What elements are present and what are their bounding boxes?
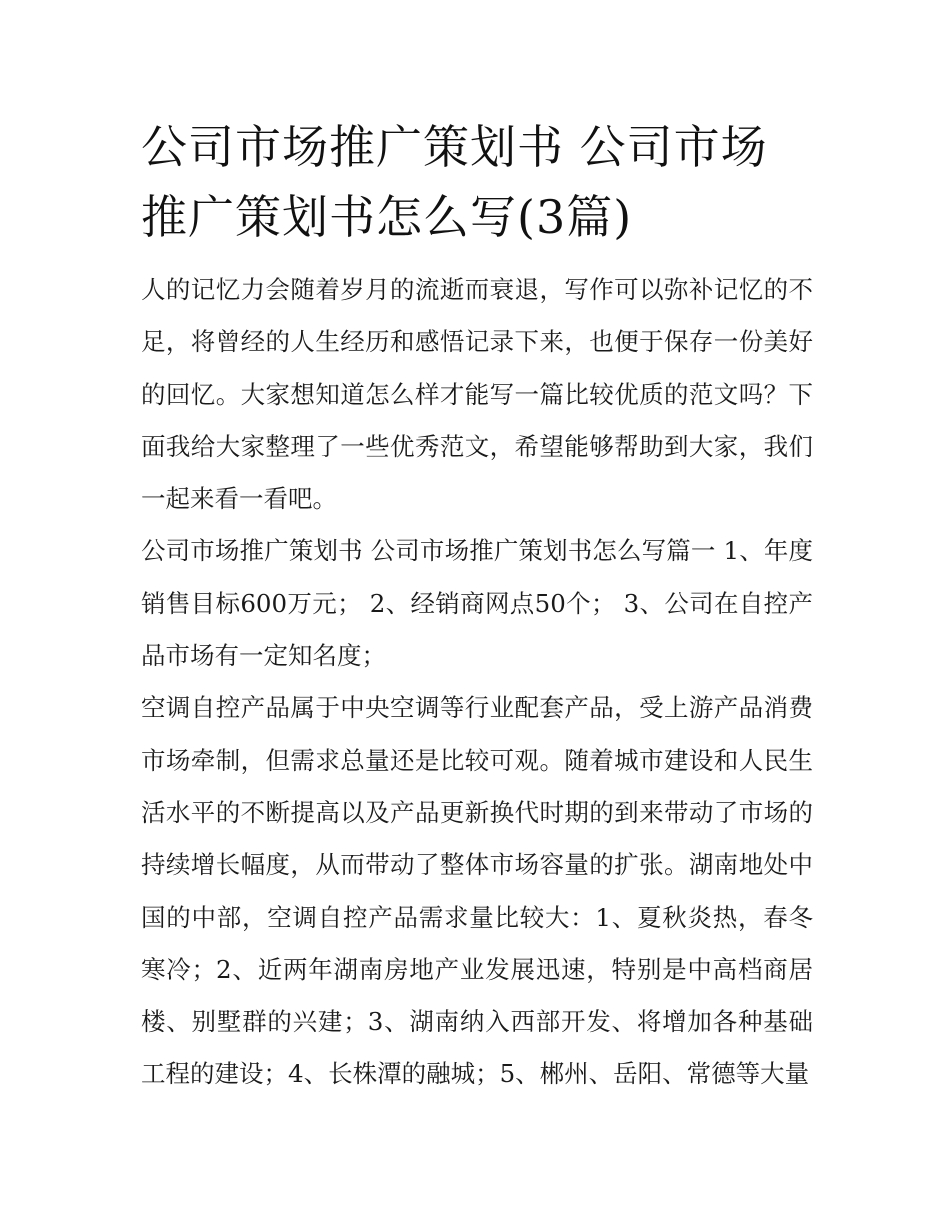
document-body — [141, 112, 813, 1101]
document-title: 公司市场推广策划书 公司市场推广策划书怎么写(3篇) — [141, 120, 768, 244]
market-analysis-paragraph: 空调自控产品属于中央空调等行业配套产品，受上游产品消费市场牵制，但需求总量还是比较可观。随着城市建设和人民生活水平的不断提高以及产品更新换代时期的到来带动了市场的持续增长幅度，从而带动了整体市场容量的扩张。湖南地处中国的中部，空调自控产品需求量比较大：1、夏秋炎热，春冬寒冷；2、近两年湖南房地产业发展迅速，特别是中高档商居楼、别墅群的兴建；3、湖南纳入西部开发、将增加各种基础工程的建设；4、长株潭的融城；5、郴州、岳阳、常德等大量 — [141, 693, 813, 1089]
intro-paragraph: 人的记忆力会随着岁月的流逝而衰退，写作可以弥补记忆的不足，将曾经的人生经历和感悟记录下来，也便于保存一份美好的回忆。大家想知道怎么样才能写一篇比较优质的范文吗？下面我给大家整理了一些优秀范文，希望能够帮助到大家，我们一起来看一看吧。 — [141, 275, 813, 514]
sales-goals-paragraph: 公司市场推广策划书 公司市场推广策划书怎么写篇一 1、年度销售目标600万元； 2、经销商网点50个； 3、公司在自控产品市场有一定知名度； — [141, 536, 813, 671]
